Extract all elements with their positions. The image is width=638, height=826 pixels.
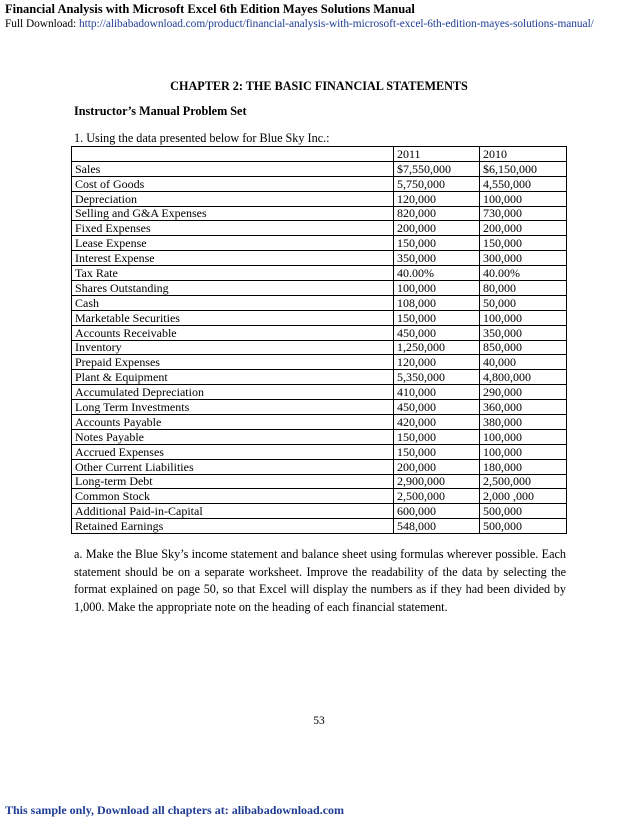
row-label-cell: Shares Outstanding — [72, 281, 394, 296]
row-label-cell: Retained Earnings — [72, 519, 394, 534]
value-2010-cell: 300,000 — [480, 251, 567, 266]
table-row — [72, 281, 567, 296]
row-label-cell: Accounts Payable — [72, 415, 394, 430]
value-2011-cell: 410,000 — [394, 385, 480, 400]
row-label-cell: Depreciation — [72, 191, 394, 206]
table-row — [72, 310, 567, 325]
table-header-row — [72, 147, 567, 162]
value-2011-cell: 120,000 — [394, 191, 480, 206]
value-2011-cell: 2,900,000 — [394, 474, 480, 489]
row-label-cell: Tax Rate — [72, 266, 394, 281]
row-label-cell: Inventory — [72, 340, 394, 355]
table-row — [72, 295, 567, 310]
row-label-cell: Fixed Expenses — [72, 221, 394, 236]
table-row — [72, 236, 567, 251]
year-header-cell: 2010 — [480, 147, 567, 162]
download-line — [5, 18, 594, 30]
table-row — [72, 459, 567, 474]
table-row — [72, 415, 567, 430]
value-2010-cell: 500,000 — [480, 504, 567, 519]
row-label-cell: Lease Expense — [72, 236, 394, 251]
value-2010-cell: 4,800,000 — [480, 370, 567, 385]
row-label-cell: Prepaid Expenses — [72, 355, 394, 370]
value-2010-cell: 730,000 — [480, 206, 567, 221]
row-label-cell: Interest Expense — [72, 251, 394, 266]
value-2011-cell: 420,000 — [394, 415, 480, 430]
row-label-cell: Long Term Investments — [72, 400, 394, 415]
table-row — [72, 206, 567, 221]
download-label: Full Download: — [5, 18, 77, 30]
value-2011-cell: 5,350,000 — [394, 370, 480, 385]
row-label-cell: Additional Paid-in-Capital — [72, 504, 394, 519]
table-row — [72, 266, 567, 281]
value-2011-cell: $7,550,000 — [394, 161, 480, 176]
year-header-cell: 2011 — [394, 147, 480, 162]
row-label-cell: Accumulated Depreciation — [72, 385, 394, 400]
value-2011-cell: 120,000 — [394, 355, 480, 370]
value-2011-cell: 820,000 — [394, 206, 480, 221]
value-2011-cell: 100,000 — [394, 281, 480, 296]
value-2011-cell: 350,000 — [394, 251, 480, 266]
table-row — [72, 251, 567, 266]
download-link[interactable]: http://alibabadownload.com/product/financial-analysis-with-microsoft-excel-6th-edition-mayes-solutions-manual/ — [78, 18, 594, 30]
value-2010-cell: 100,000 — [480, 429, 567, 444]
row-label-cell: Notes Payable — [72, 429, 394, 444]
table-row — [72, 429, 567, 444]
table-row — [72, 385, 567, 400]
row-label-cell: Cash — [72, 295, 394, 310]
instruction-paragraph: a. Make the Blue Sky’s income statement and balance sheet using formulas wherever possible. Each statement should be on a separate worksheet. Improve the readability of the data by selecting the format explained on page 50, so that Excel will display the numbers as if they had been divided by 1,000. Make the appropriate note on the heading of each financial statement. — [74, 547, 566, 614]
value-2010-cell: 4,550,000 — [480, 176, 567, 191]
table-row — [72, 444, 567, 459]
header-label-cell — [72, 147, 394, 162]
row-label-cell: Other Current Liabilities — [72, 459, 394, 474]
value-2010-cell: 40.00% — [480, 266, 567, 281]
value-2011-cell: 450,000 — [394, 325, 480, 340]
section-subtitle: Instructor’s Manual Problem Set — [74, 104, 247, 118]
row-label-cell: Common Stock — [72, 489, 394, 504]
value-2010-cell: 150,000 — [480, 236, 567, 251]
value-2011-cell: 548,000 — [394, 519, 480, 534]
table-row — [72, 161, 567, 176]
table-row — [72, 504, 567, 519]
row-label-cell: Plant & Equipment — [72, 370, 394, 385]
row-label-cell: Selling and G&A Expenses — [72, 206, 394, 221]
table-row — [72, 325, 567, 340]
value-2010-cell: 500,000 — [480, 519, 567, 534]
value-2010-cell: 80,000 — [480, 281, 567, 296]
value-2010-cell: 100,000 — [480, 191, 567, 206]
row-label-cell: Cost of Goods — [72, 176, 394, 191]
table-row — [72, 370, 567, 385]
value-2011-cell: 150,000 — [394, 444, 480, 459]
table-row — [72, 176, 567, 191]
value-2011-cell: 1,250,000 — [394, 340, 480, 355]
value-2011-cell: 600,000 — [394, 504, 480, 519]
table-row — [72, 355, 567, 370]
value-2010-cell: 50,000 — [480, 295, 567, 310]
table-row — [72, 191, 567, 206]
value-2010-cell: 180,000 — [480, 459, 567, 474]
row-label-cell: Accounts Receivable — [72, 325, 394, 340]
value-2010-cell: 40,000 — [480, 355, 567, 370]
table-row — [72, 340, 567, 355]
chapter-title: CHAPTER 2: THE BASIC FINANCIAL STATEMENTS — [170, 79, 468, 93]
value-2010-cell: 350,000 — [480, 325, 567, 340]
value-2011-cell: 200,000 — [394, 221, 480, 236]
value-2011-cell: 150,000 — [394, 429, 480, 444]
value-2011-cell: 150,000 — [394, 310, 480, 325]
value-2010-cell: 100,000 — [480, 310, 567, 325]
value-2010-cell: 290,000 — [480, 385, 567, 400]
financial-data-table — [71, 146, 567, 534]
table-row — [72, 474, 567, 489]
value-2010-cell: 850,000 — [480, 340, 567, 355]
table-row — [72, 519, 567, 534]
value-2010-cell: 380,000 — [480, 415, 567, 430]
row-label-cell: Long-term Debt — [72, 474, 394, 489]
value-2011-cell: 450,000 — [394, 400, 480, 415]
row-label-cell: Marketable Securities — [72, 310, 394, 325]
footer-download-note[interactable]: This sample only, Download all chapters at: alibabadownload.com — [5, 803, 345, 817]
problem-intro: 1. Using the data presented below for Blue Sky Inc.: — [74, 131, 330, 145]
row-label-cell: Sales — [72, 161, 394, 176]
value-2011-cell: 200,000 — [394, 459, 480, 474]
page-number: 53 — [313, 715, 325, 727]
value-2011-cell: 2,500,000 — [394, 489, 480, 504]
value-2010-cell: $6,150,000 — [480, 161, 567, 176]
value-2010-cell: 2,000 ,000 — [480, 489, 567, 504]
value-2010-cell: 360,000 — [480, 400, 567, 415]
value-2011-cell: 40.00% — [394, 266, 480, 281]
table-row — [72, 221, 567, 236]
table-row — [72, 400, 567, 415]
table-row — [72, 489, 567, 504]
value-2011-cell: 108,000 — [394, 295, 480, 310]
value-2011-cell: 5,750,000 — [394, 176, 480, 191]
value-2010-cell: 2,500,000 — [480, 474, 567, 489]
value-2010-cell: 200,000 — [480, 221, 567, 236]
value-2010-cell: 100,000 — [480, 444, 567, 459]
document-header-title: Financial Analysis with Microsoft Excel 6th Edition Mayes Solutions Manual — [5, 2, 415, 16]
value-2011-cell: 150,000 — [394, 236, 480, 251]
row-label-cell: Accrued Expenses — [72, 444, 394, 459]
